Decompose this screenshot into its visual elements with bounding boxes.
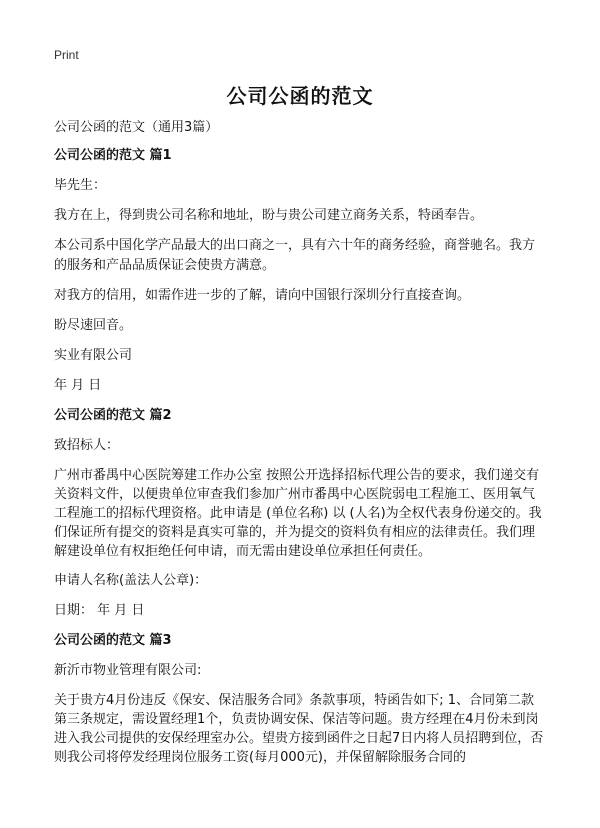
- section-1-salutation: 毕先生：: [54, 178, 107, 193]
- document-body: [54, 118, 544, 777]
- section-1-date: 年 月 日: [54, 378, 102, 393]
- section-1-paragraph: 对我方的信用，如需作进一步的了解，请向中国银行深圳分行直接查询。: [54, 288, 471, 303]
- section-1-signature: 实业有限公司: [54, 348, 133, 363]
- section-2-heading: 公司公函的范文 篇2: [54, 408, 172, 423]
- section-1-paragraph: 我方在上，得到贵公司名称和地址，盼与贵公司建立商务关系，特函奉告。: [54, 208, 484, 223]
- section-3-heading: 公司公函的范文 篇3: [54, 633, 172, 648]
- document-subtitle: 公司公函的范文（通用3篇）: [54, 120, 219, 135]
- section-2-salutation: 致招标人：: [54, 438, 120, 453]
- document-title: 公司公函的范文: [226, 84, 374, 108]
- section-1-closing: 盼尽速回音。: [54, 318, 133, 333]
- section-1-heading: 公司公函的范文 篇1: [54, 148, 172, 163]
- section-1-paragraph: 本公司系中国化学产品最大的出口商之一，具有六十年的商务经验，商誉驰名。我方的服务和产品品质保证会使贵方满意。: [54, 238, 536, 273]
- section-3-salutation: 新沂市物业管理有限公司:: [54, 663, 202, 678]
- section-2-applicant: 申请人名称(盖法人公章)：: [54, 573, 208, 588]
- print-link[interactable]: Print: [54, 48, 79, 62]
- section-2-date: 日期： 年 月 日: [54, 603, 145, 618]
- section-2-paragraph: 广州市番禺中心医院筹建工作办公室 按照公开选择招标代理公告的要求，我们递交有关资料文件，以便贵单位审查我们参加广州市番禺中心医院弱电工程施工、医用氧气工程施工的招标代理资格。此申请是 (单位名称) 以 (人名)为全权代表身份递交的。我们保证所有提交的资料是真实可靠的，并为提交的资料负有相应的法律责任。我们理解建设单位有权拒绝任何申请，而无需由建设单位承担任何责任。: [54, 468, 542, 559]
- section-3-paragraph: 关于贵方4月份违反《保安、保洁服务合同》条款事项，特函告如下; 1、合同第二款第三条规定，需设置经理1个，负责协调安保、保洁等问题。贵方经理在4月份未到岗进入我公司提供的安保经理室办公。望贵方接到函件之日起7日内将人员招聘到位，否则我公司将停发经理岗位服务工资(每月000元)，并保留解除服务合同的: [54, 693, 544, 765]
